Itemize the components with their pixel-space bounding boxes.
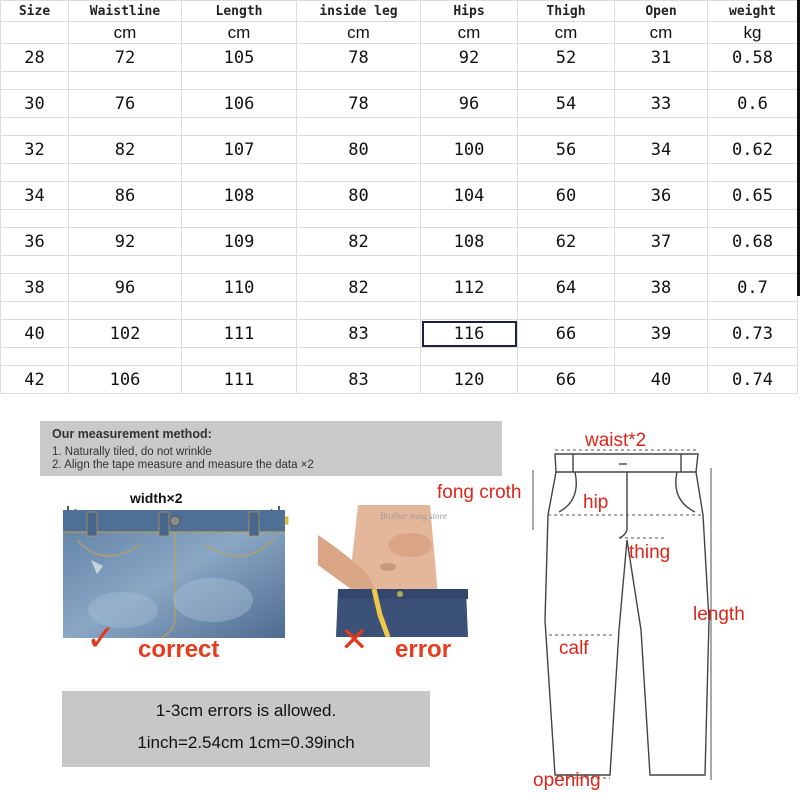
table-row [1,366,798,394]
table-header-row [1,1,798,22]
opening-label: opening [533,770,601,791]
spacer-cell [708,256,798,274]
table-row [1,90,798,118]
spacer-cell [518,256,615,274]
spacer-cell [69,302,182,320]
unit-cell: cm [182,22,297,44]
table-row [1,274,798,302]
table-cell: 102 [69,320,182,348]
table-cell: 42 [1,366,69,394]
table-cell: 37 [615,228,708,256]
error-cross-icon: ✕ [340,620,369,660]
table-cell: 66 [518,366,615,394]
spacer-cell [708,348,798,366]
spacer-cell [69,348,182,366]
spacer-cell [297,256,421,274]
spacer-cell [1,118,69,136]
header-waistline: Waistline [69,1,182,22]
spacer-cell [297,118,421,136]
spacer-cell [518,302,615,320]
table-cell: 54 [518,90,615,118]
table-cell: 108 [182,182,297,210]
spacer-cell [615,118,708,136]
table-spacer-row [1,302,798,320]
table-cell: 66 [518,320,615,348]
spacer-cell [1,164,69,182]
hip-label: hip [583,492,609,513]
table-cell: 39 [615,320,708,348]
spacer-cell [69,72,182,90]
spacer-cell [421,210,518,228]
correct-check-icon: ✓ [86,618,117,659]
length-label: length [693,604,745,625]
table-row [1,320,798,348]
table-cell: 111 [182,366,297,394]
spacer-cell [182,72,297,90]
table-cell: 38 [615,274,708,302]
table-spacer-row [1,210,798,228]
table-cell: 111 [182,320,297,348]
spacer-cell [1,210,69,228]
spacer-cell [518,164,615,182]
table-spacer-row [1,348,798,366]
header-open: Open [615,1,708,22]
table-cell: 96 [421,90,518,118]
tolerance-note: 1-3cm errors is allowed. [155,701,337,720]
method-step-1: 1. Naturally tiled, do not wrinkle [52,446,212,458]
spacer-cell [615,72,708,90]
table-cell: 0.73 [708,320,798,348]
table-cell: 82 [69,136,182,164]
header-hips: Hips [421,1,518,22]
table-cell: 82 [297,274,421,302]
table-cell: 40 [615,366,708,394]
table-cell: 0.6 [708,90,798,118]
table-cell: 36 [615,182,708,210]
header-length: Length [182,1,297,22]
table-cell: 86 [69,182,182,210]
table-row [1,136,798,164]
spacer-cell [421,256,518,274]
table-cell: 80 [297,136,421,164]
table-cell: 92 [421,44,518,72]
table-cell: 0.7 [708,274,798,302]
table-cell: 34 [1,182,69,210]
table-cell: 28 [1,44,69,72]
spacer-cell [708,164,798,182]
table-cell: 60 [518,182,615,210]
spacer-cell [182,256,297,274]
spacer-cell [421,164,518,182]
table-cell: 34 [615,136,708,164]
spacer-cell [69,118,182,136]
spacer-cell [421,72,518,90]
method-step-2: 2. Align the tape measure and measure the data ×2 [52,459,314,471]
spacer-cell [421,348,518,366]
correct-label: correct [138,636,220,663]
spacer-cell [297,348,421,366]
spacer-cell [615,256,708,274]
measurement-method-box [40,421,502,476]
tolerance-note-box [62,691,430,767]
table-cell: 38 [1,274,69,302]
table-cell: 32 [1,136,69,164]
spacer-cell [615,210,708,228]
spacer-cell [297,72,421,90]
spacer-cell [182,210,297,228]
spacer-cell [297,302,421,320]
table-body [1,44,798,394]
table-spacer-row [1,72,798,90]
spacer-cell [518,348,615,366]
photo-watermark: Brother song store [380,511,447,521]
unit-cell: cm [518,22,615,44]
table-cell: 33 [615,90,708,118]
table-spacer-row [1,118,798,136]
pants-outline-illustration [515,420,800,800]
table-cell: 116 [421,320,518,348]
spacer-cell [1,348,69,366]
table-cell: 56 [518,136,615,164]
table-cell: 52 [518,44,615,72]
table-cell: 72 [69,44,182,72]
unit-cell [1,22,69,44]
header-size: Size [1,1,69,22]
spacer-cell [182,118,297,136]
table-cell: 96 [69,274,182,302]
table-cell: 107 [182,136,297,164]
table-cell: 76 [69,90,182,118]
error-label: error [395,636,452,663]
size-table [0,0,798,394]
table-cell: 0.65 [708,182,798,210]
table-row [1,44,798,72]
spacer-cell [518,72,615,90]
table-cell: 31 [615,44,708,72]
table-cell: 40 [1,320,69,348]
unit-cell: cm [297,22,421,44]
spacer-cell [182,348,297,366]
table-cell: 0.74 [708,366,798,394]
spacer-cell [297,164,421,182]
spacer-cell [182,302,297,320]
table-cell: 83 [297,320,421,348]
unit-cell: cm [69,22,182,44]
spacer-cell [1,256,69,274]
spacer-cell [615,302,708,320]
header-inside-leg: inside leg [297,1,421,22]
table-cell: 30 [1,90,69,118]
spacer-cell [615,164,708,182]
table-cell: 100 [421,136,518,164]
waist-label: waist*2 [585,430,647,451]
table-cell: 83 [297,366,421,394]
unit-cell: kg [708,22,798,44]
spacer-cell [182,164,297,182]
width-label: width×2 [130,490,183,506]
spacer-cell [708,210,798,228]
spacer-cell [421,302,518,320]
table-cell: 64 [518,274,615,302]
spacer-cell [297,210,421,228]
pants-measurement-diagram [437,420,800,800]
fong-croth-label: fong croth [437,482,522,503]
table-cell: 105 [182,44,297,72]
spacer-cell [708,72,798,90]
table-cell: 106 [69,366,182,394]
unit-cell: cm [421,22,518,44]
spacer-cell [615,348,708,366]
table-cell: 0.58 [708,44,798,72]
unit-cell: cm [615,22,708,44]
table-cell: 120 [421,366,518,394]
table-cell: 82 [297,228,421,256]
spacer-cell [69,256,182,274]
table-cell: 108 [421,228,518,256]
table-cell: 0.68 [708,228,798,256]
conversion-note: 1inch=2.54cm 1cm=0.39inch [137,733,355,752]
method-title: Our measurement method: [52,427,212,441]
spacer-cell [518,118,615,136]
spacer-cell [421,118,518,136]
spacer-cell [69,210,182,228]
table-cell: 62 [518,228,615,256]
spacer-cell [708,118,798,136]
table-cell: 0.62 [708,136,798,164]
header-thigh: Thigh [518,1,615,22]
table-cell: 109 [182,228,297,256]
thigh-label: thing [629,542,671,563]
table-cell: 78 [297,90,421,118]
table-cell: 110 [182,274,297,302]
header-weight: weight [708,1,798,22]
table-row [1,182,798,210]
table-cell: 78 [297,44,421,72]
table-spacer-row [1,164,798,182]
table-cell: 36 [1,228,69,256]
table-spacer-row [1,256,798,274]
table-cell: 112 [421,274,518,302]
table-row [1,228,798,256]
table-unit-row [1,22,798,44]
calf-label: calf [559,638,589,659]
spacer-cell [1,72,69,90]
spacer-cell [69,164,182,182]
spacer-cell [708,302,798,320]
spacer-cell [1,302,69,320]
table-cell: 106 [182,90,297,118]
jeans-worn-photo [318,505,490,637]
table-cell: 80 [297,182,421,210]
table-cell: 104 [421,182,518,210]
table-cell: 92 [69,228,182,256]
spacer-cell [518,210,615,228]
